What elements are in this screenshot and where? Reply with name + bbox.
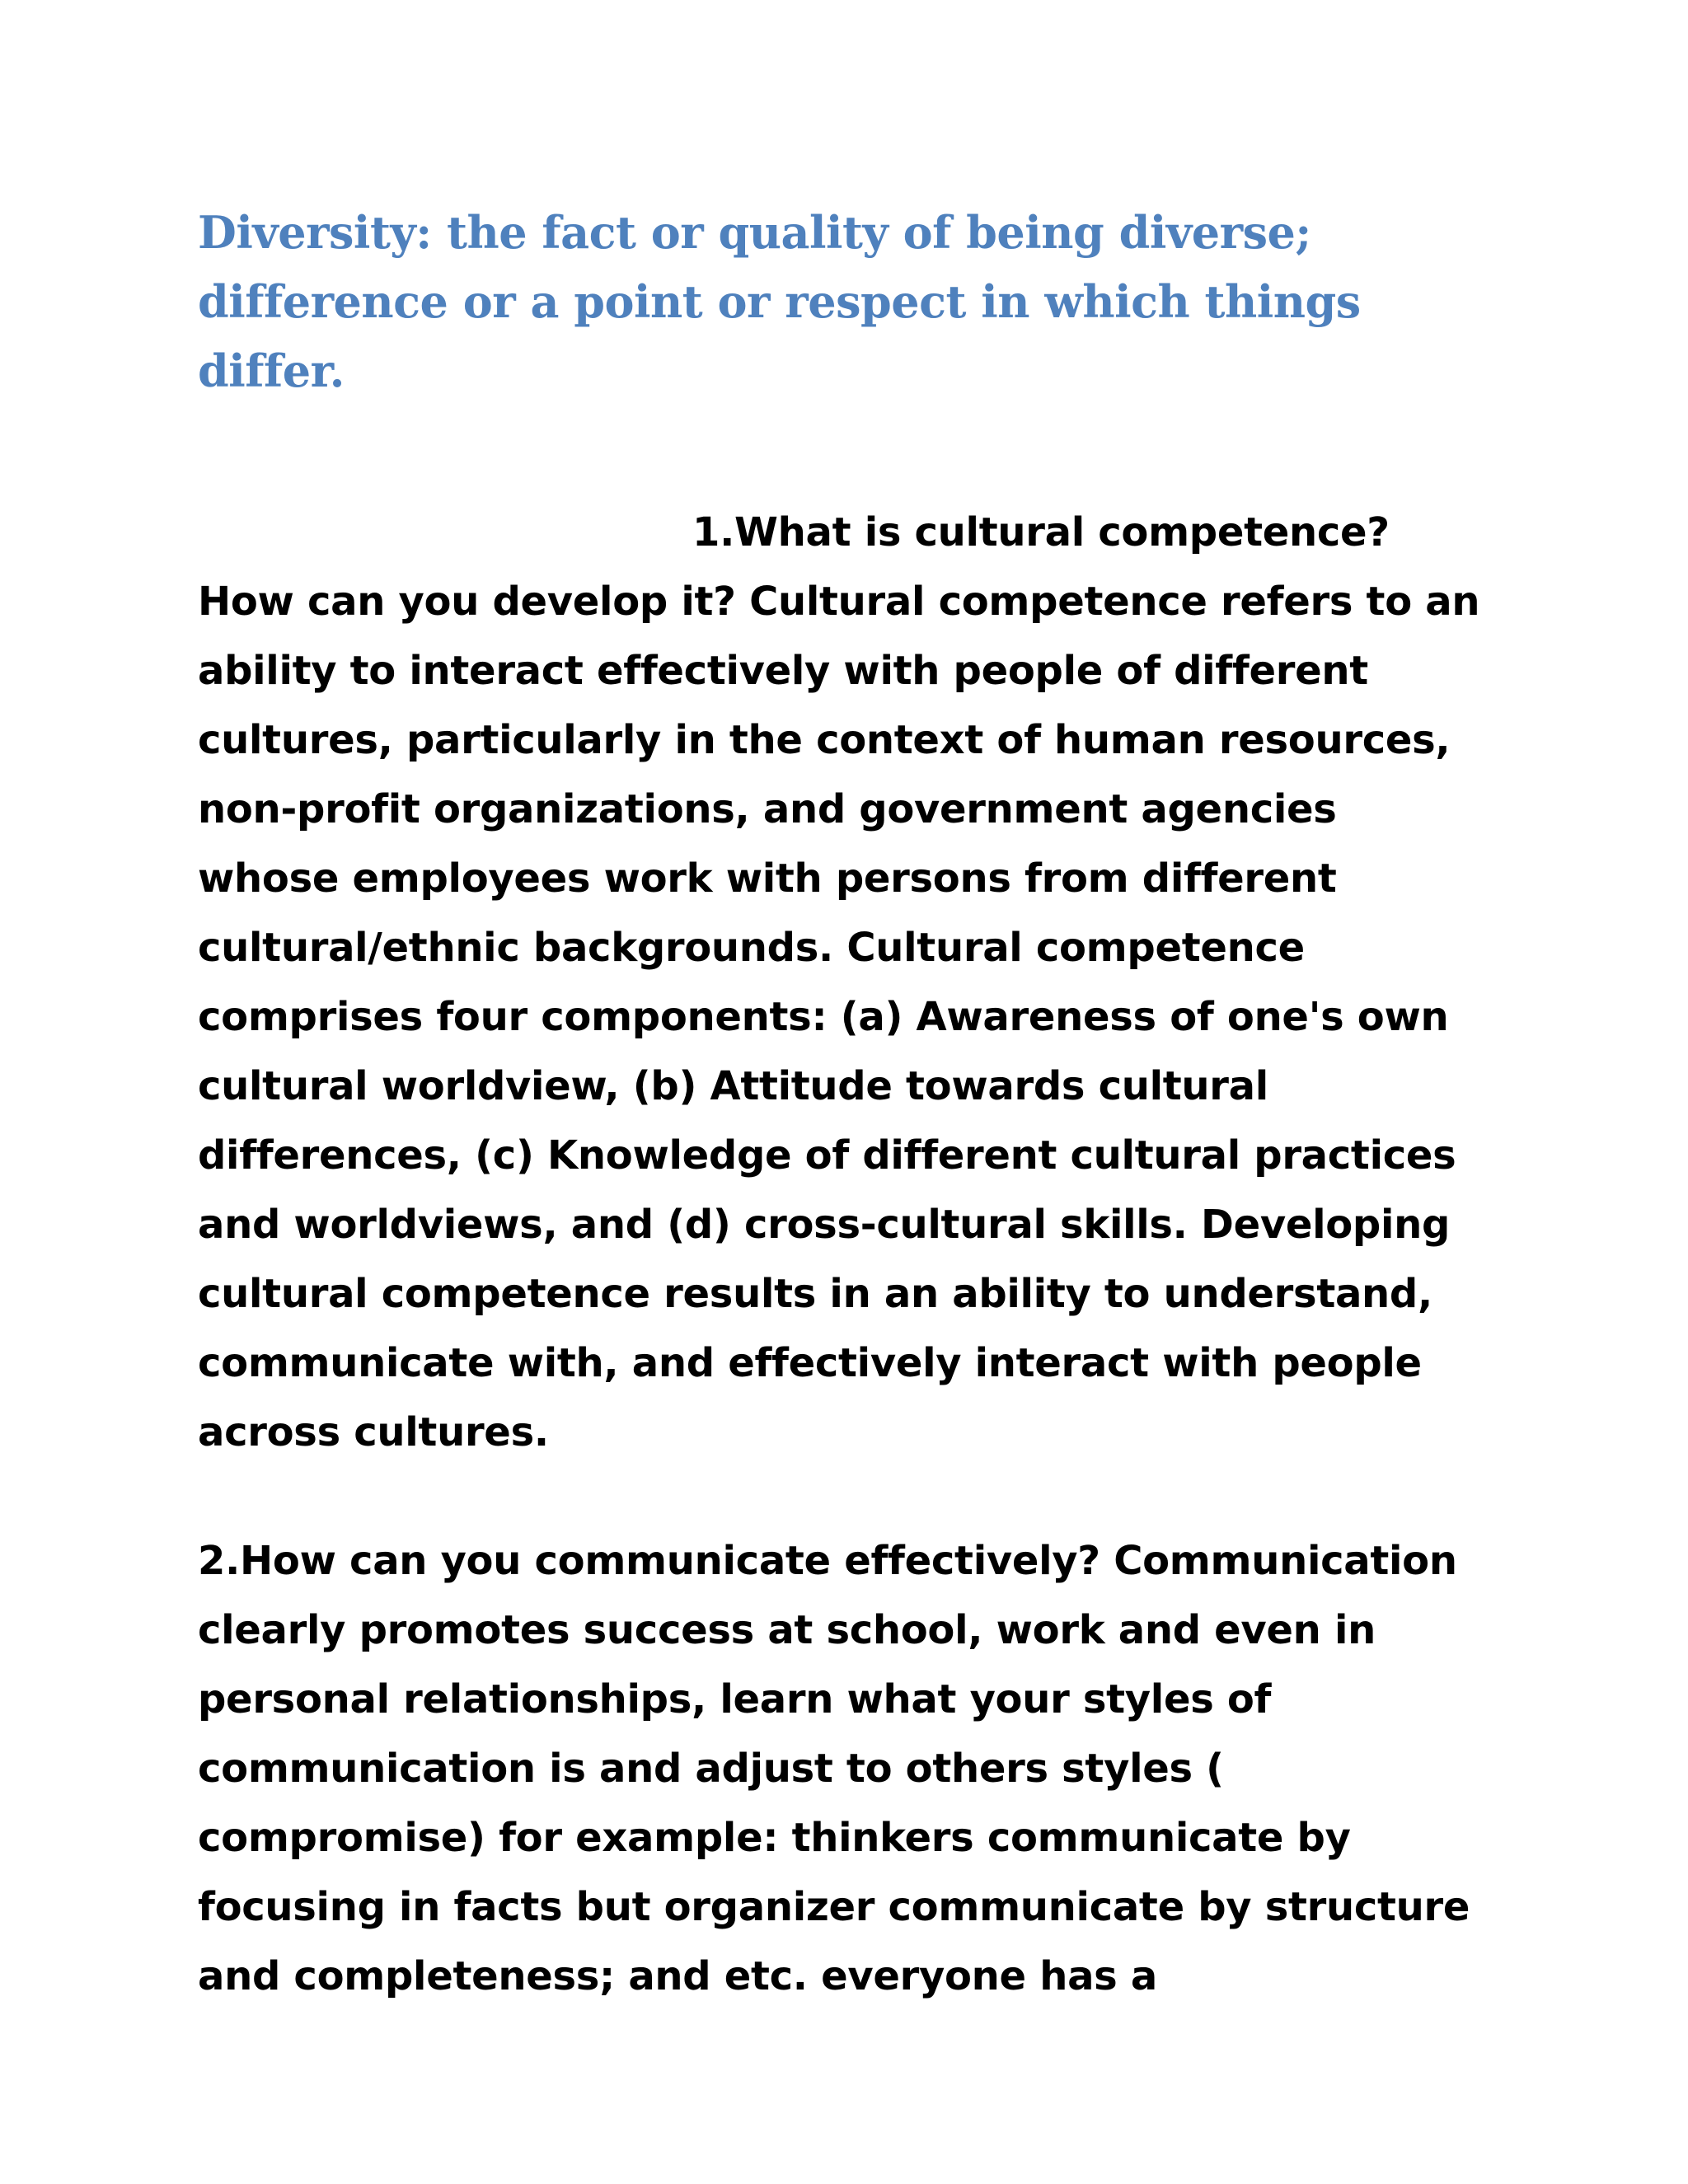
effective-communication-paragraph: 2.How can you communicate effectively? Communication clearly promotes success at school, work and even in personal relationships, learn what your styles of communication is and adjust to others styles ( compromise) for example: thinkers communicate by focusing in facts but organizer communicate by structure and completeness; and etc. everyone has a <box>198 1538 1470 1999</box>
cultural-competence-paragraph: 1.What is cultural competence?How can you develop it? Cultural competence refers to an ability to interact effectively with people of different cultures, particularly in the context of human resources, non-profit organizations, and government agencies whose employees work with persons from different cultural/ethnic backgrounds. Cultural competence comprises four components: (a) Awareness of one's own cultural worldview, (b) Attitude towards cultural differences, (c) Knowledge of different cultural practices and worldviews, and (d) cross-cultural skills. Developing cultural competence results in an ability to understand, communicate with, and effectively interact with people across cultures. <box>198 509 1480 1455</box>
diversity-definition-heading: Diversity: the fact or quality of being diverse; difference or a point or respect in which things differ. <box>198 206 1361 397</box>
